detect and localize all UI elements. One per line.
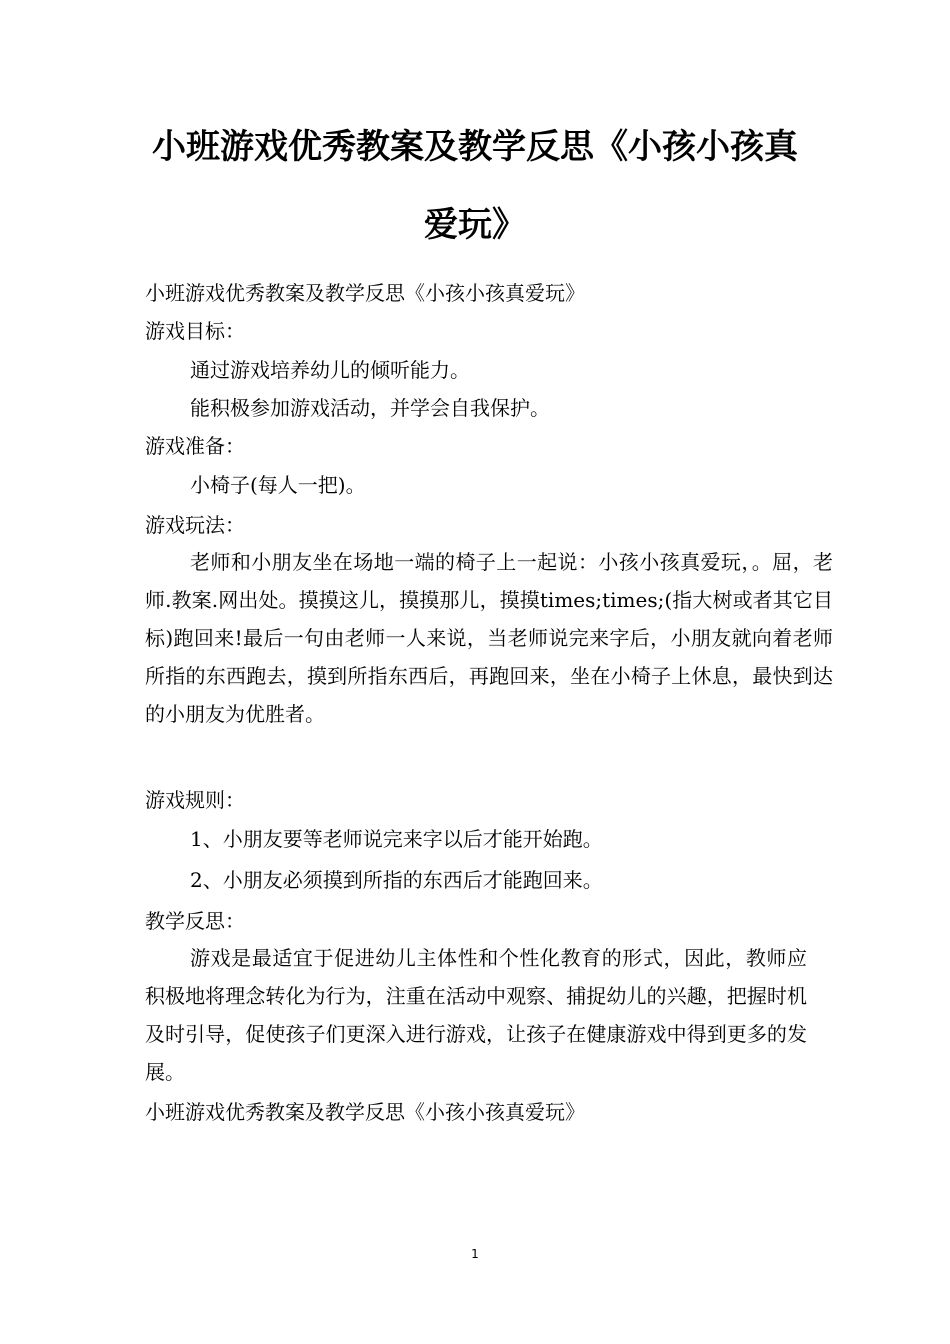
document-title-line-2: 爱玩》: [424, 205, 526, 245]
footer-line: 小班游戏优秀教案及教学反思《小孩小孩真爱玩》: [145, 1100, 585, 1124]
rules-item: 2、小朋友必须摸到所指的东西后才能跑回来。: [190, 868, 603, 892]
rules-heading: 游戏规则：: [145, 788, 245, 812]
prep-item: 小椅子(每人一把)。: [190, 473, 366, 497]
page-number: 1: [471, 1247, 479, 1261]
document-title-line-1: 小班游戏优秀教案及教学反思《小孩小孩真: [152, 127, 798, 167]
prep-heading: 游戏准备：: [145, 434, 245, 458]
reflection-paragraph: 游戏是最适宜于促进幼儿主体性和个性化教育的形式，因此，教师应积极地将理念转化为行为，注重在活动中观察、捕捉幼儿的兴趣，把握时机及时引导，促使孩子们更深入进行游戏，让孩子在健康游戏中得到更多的发展。: [145, 946, 807, 1084]
goal-item: 能积极参加游戏活动，并学会自我保护。: [190, 396, 550, 420]
reflection-heading: 教学反思：: [145, 909, 245, 933]
goal-item: 通过游戏培养幼儿的倾听能力。: [190, 358, 470, 382]
rules-item: 1、小朋友要等老师说完来字以后才能开始跑。: [190, 827, 603, 851]
play-paragraph: 老师和小朋友坐在场地一端的椅子上一起说：小孩小孩真爱玩，。屈，老师.教案.网出处。摸摸这儿，摸摸那儿，摸摸times;times;(指大树或者其它目标)跑回来!最后一句由老师一人来说，当老师说完来字后，小朋友就向着老师所指的东西跑去，摸到所指东西后，再跑回来，坐在小椅子上休息，最快到达的小朋友为优胜者。: [145, 550, 833, 726]
play-heading: 游戏玩法：: [145, 513, 245, 537]
subtitle: 小班游戏优秀教案及教学反思《小孩小孩真爱玩》: [145, 281, 585, 305]
goal-heading: 游戏目标：: [145, 319, 245, 343]
